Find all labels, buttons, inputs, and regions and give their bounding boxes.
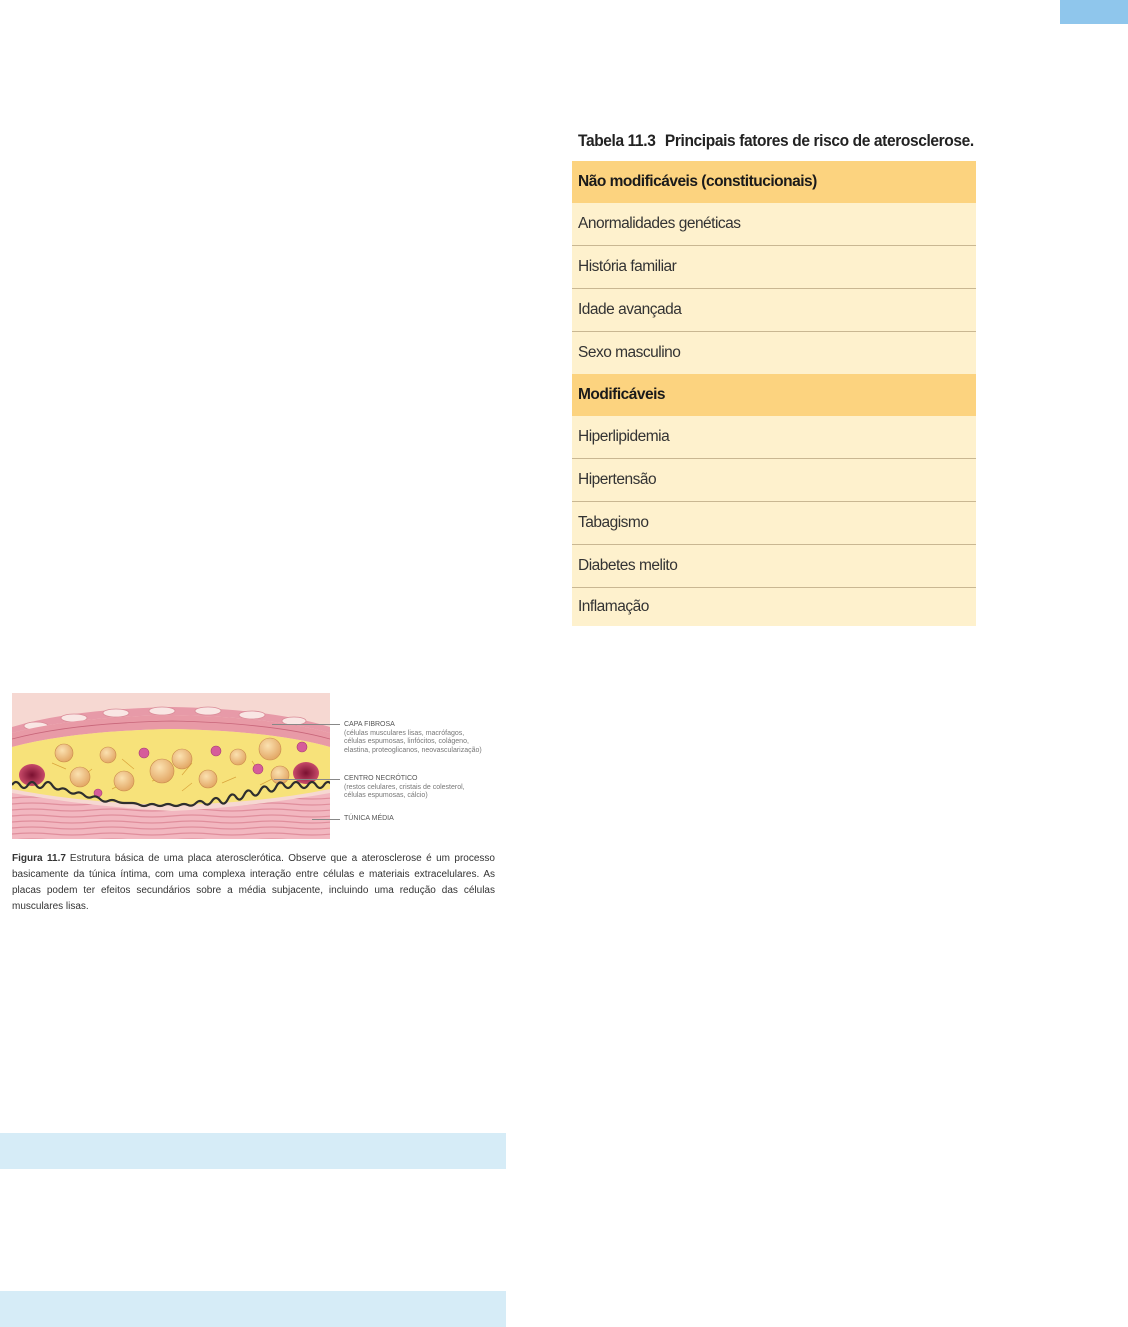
table-number: Tabela 11.3	[578, 132, 656, 150]
table-row	[572, 289, 976, 332]
group-heading-modifiable: Modificáveis	[572, 374, 976, 416]
table-caption	[578, 132, 974, 151]
table-row	[572, 588, 976, 627]
label-detail-line: células espumosas, linfócitos, colágeno,	[344, 738, 469, 745]
chapter-tab-marker	[1060, 0, 1128, 24]
label-title: CENTRO NECRÓTICO	[344, 775, 418, 782]
leader-line	[312, 819, 340, 820]
label-title: TÚNICA MÉDIA	[344, 815, 394, 822]
table-cell: Sexo masculino	[572, 332, 976, 375]
table-cell: Hipertensão	[572, 459, 976, 502]
label-detail-line: elastina, proteoglicanos, neovascularização)	[344, 746, 482, 754]
figure-caption	[12, 851, 495, 915]
figure-caption-text: Estrutura básica de uma placa aterosclerótica. Observe que a aterosclerose é um processo basicamente da túnica íntima, com uma complexa interação entre células e materiais extracelulares. As placas podem ter efeitos secundários sobre a média subjacente, incluindo uma redução das células musculares lisas.	[12, 853, 495, 912]
label-detail-line: (restos celulares, cristais de colesterol,	[344, 783, 465, 791]
table-cell: Anormalidades genéticas	[572, 203, 976, 246]
table-cell: Inflamação	[572, 588, 976, 627]
table-title: Principais fatores de risco de aterosclerose.	[664, 132, 974, 150]
label-detail-line: (células musculares lisas, macrófagos,	[344, 729, 465, 737]
leader-line	[272, 724, 340, 725]
label-tunica-media	[344, 815, 394, 824]
table-row	[572, 545, 976, 588]
label-title: CAPA FIBROSA	[344, 721, 395, 728]
table-cell: Tabagismo	[572, 502, 976, 545]
figure-plaque	[12, 693, 500, 915]
figure-number: Figura 11.7	[12, 853, 66, 864]
figure-art	[12, 693, 500, 839]
table-group-header	[572, 161, 976, 203]
table-group-header	[572, 374, 976, 416]
label-fibrous-cap	[344, 721, 482, 755]
risk-factors-table	[572, 161, 976, 626]
section-band-bottom	[0, 1291, 506, 1327]
label-necrotic-core	[344, 775, 465, 801]
plaque-illustration	[12, 693, 330, 839]
table-cell: Hiperlipidemia	[572, 416, 976, 459]
risk-factors-table-block	[572, 132, 976, 626]
table-cell: Idade avançada	[572, 289, 976, 332]
leader-line	[274, 779, 340, 780]
table-row	[572, 246, 976, 289]
section-band-top	[0, 1133, 506, 1169]
table-row	[572, 502, 976, 545]
label-detail-line: células espumosas, cálcio)	[344, 792, 428, 799]
table-cell: Diabetes melito	[572, 545, 976, 588]
group-heading-nonmodifiable: Não modificáveis (constitucionais)	[572, 161, 976, 203]
table-row	[572, 459, 976, 502]
table-row	[572, 203, 976, 246]
table-row	[572, 416, 976, 459]
table-row	[572, 332, 976, 375]
table-cell: História familiar	[572, 246, 976, 289]
